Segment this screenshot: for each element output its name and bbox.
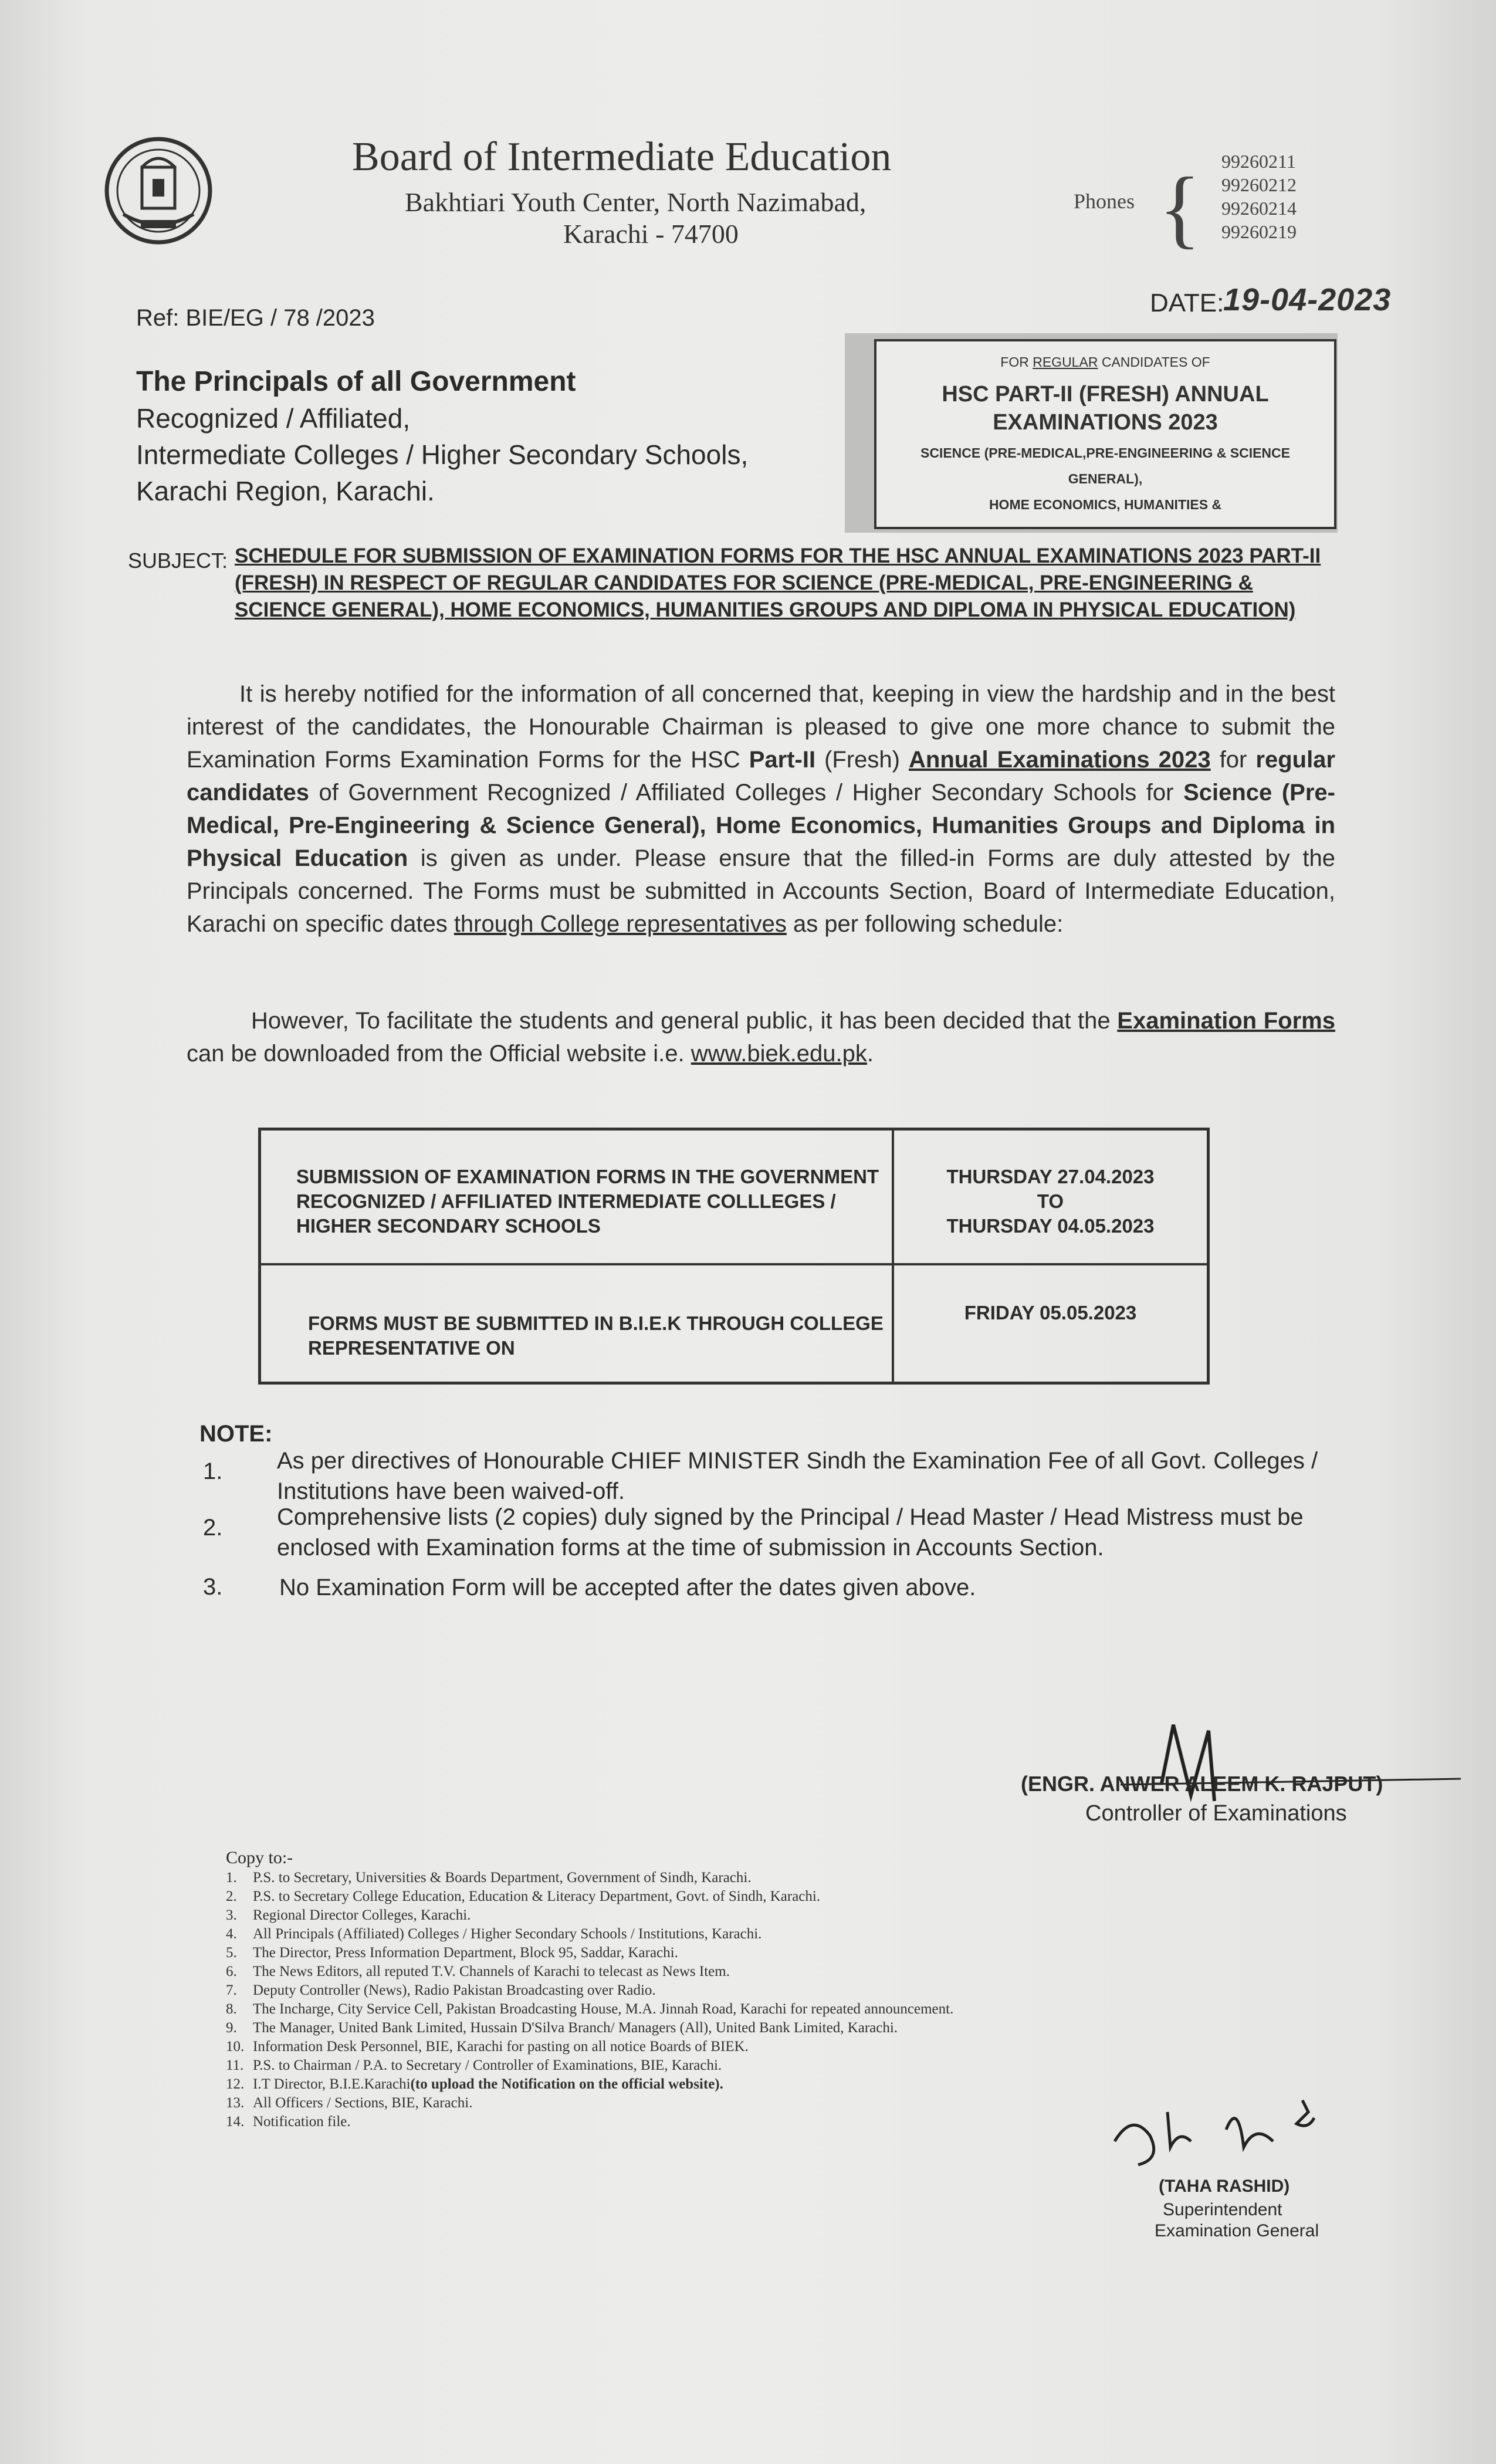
phone-numbers — [1221, 150, 1297, 243]
phone-number: 99260211 — [1221, 151, 1296, 172]
superintendent-department: Examination General — [1155, 2221, 1319, 2240]
list-item: 6. The News Editors, all reputed T.V. Channels of Karachi to telecast as News Item. — [226, 1964, 730, 1979]
candidates-stamp — [874, 339, 1336, 529]
brace-icon: { — [1159, 160, 1201, 257]
phones-label: Phones — [1074, 189, 1135, 213]
superintendent-name: (TAHA RASHID) — [1159, 2177, 1290, 2196]
note-number: 3. — [203, 1574, 223, 1600]
reference-number: Ref: BIE/EG / 78 /2023 — [136, 305, 375, 331]
board-title: Board of Intermediate Education — [352, 134, 892, 180]
addressee-line: Intermediate Colleges / Higher Secondary Schools, — [136, 439, 749, 470]
table-row — [260, 1129, 1209, 1264]
board-address-line1: Bakhtiari Youth Center, North Nazimabad, — [405, 187, 867, 217]
phone-number: 99260212 — [1221, 174, 1297, 195]
note-text: Comprehensive lists (2 copies) duly signed by the Principal / Head Master / Head Mistress must be enclosed with Examination forms at the time of submission in Accounts Section. — [277, 1504, 1304, 1561]
list-item: 8. The Incharge, City Service Cell, Pakistan Broadcasting House, M.A. Jinnah Road, Karachi for repeated announcement. — [226, 2001, 954, 2017]
list-item: 13. All Officers / Sections, BIE, Karachi. — [226, 2095, 473, 2111]
addressee-line: Karachi Region, Karachi. — [136, 476, 435, 506]
list-item: 7. Deputy Controller (News), Radio Pakistan Broadcasting over Radio. — [226, 1982, 656, 1998]
note-number: 2. — [203, 1515, 223, 1541]
addressee-block — [136, 364, 748, 509]
controller-name: (ENGR. ANWER ALEEM K. RAJPUT) — [1021, 1772, 1383, 1796]
list-item: 9. The Manager, United Bank Limited, Hussain D'Silva Branch/ Managers (All), United Bank Limited, Karachi. — [226, 2020, 898, 2036]
subject-label: SUBJECT: — [128, 549, 228, 573]
website-link[interactable]: www.biek.edu.pk — [691, 1041, 867, 1067]
note-text: No Examination Form will be accepted after the dates given above. — [279, 1575, 976, 1600]
list-item: 1. P.S. to Secretary, Universities & Boards Department, Government of Sindh, Karachi. — [226, 1870, 752, 1886]
superintendent-signature — [1097, 2077, 1367, 2177]
note-heading: NOTE: — [199, 1421, 273, 1447]
superintendent-title: Superintendent — [1163, 2200, 1282, 2219]
board-address-line2: Karachi - 74700 — [563, 219, 739, 249]
table-cell: SUBMISSION OF EXAMINATION FORMS IN THE GOVERNMENT RECOGNIZED / AFFILIATED INTERMEDIATE COLLLEGES / HIGHER SECONDARY SCHOOLS — [260, 1129, 893, 1264]
list-item: 3. Regional Director Colleges, Karachi. — [226, 1907, 471, 1923]
copy-to-list — [226, 1869, 953, 2131]
copy-to-heading: Copy to:- — [226, 1848, 293, 1867]
table-cell: FRIDAY 05.05.2023 — [893, 1264, 1209, 1383]
board-seal-icon — [100, 132, 217, 249]
list-item: 14. Notification file. — [226, 2114, 351, 2130]
date-value: 19-04-2023 — [1223, 282, 1392, 317]
list-item: 10. Information Desk Personnel, BIE, Karachi for pasting on all notice Boards of BIEK. — [226, 2039, 749, 2055]
list-item: 5. The Director, Press Information Department, Block 95, Saddar, Karachi. — [226, 1945, 678, 1961]
table-row — [260, 1264, 1209, 1383]
controller-title: Controller of Examinations — [1085, 1801, 1347, 1826]
table-cell: FORMS MUST BE SUBMITTED IN B.I.E.K THROUGH COLLEGE REPRESENTATIVE ON — [260, 1264, 893, 1383]
stamp-groups: SCIENCE (PRE-MEDICAL,PRE-ENGINEERING & SCIENCE GENERAL), HOME ECONOMICS, HUMANITIES & — [920, 445, 1290, 512]
list-item: 12. I.T Director, B.I.E.Karachi (to upload the Notification on the official website). — [226, 2076, 723, 2092]
body-paragraph: It is hereby notified for the information of all concerned that, keeping in view the hardship and in the best interest of the candidates, the Honourable Chairman is pleased to give one more chance to submit the Examination Forms Examination Forms for the HSC Part-II (Fresh) Annual Examinations 2023 for regular candidates of Government Recognized / Affiliated Colleges / Higher Secondary Schools for Science (Pre-Medical, Pre-Engineering & Science General), Home Economics, Humanities Groups and Diploma in Physical Education is given as under. Please ensure that the filled-in Forms are duly attested by the Principals concerned. The Forms must be submitted in Accounts Section, Board of Intermediate Education, Karachi on specific dates through College representatives as per following schedule: — [187, 681, 1335, 937]
list-item: 11. P.S. to Chairman / P.A. to Secretary / Controller of Examinations, BIE, Karachi. — [226, 2057, 722, 2073]
stamp-top-line: FOR REGULAR CANDIDATES OF — [1000, 354, 1210, 370]
body-paragraph: However, To facilitate the students and general public, it has been decided that the Examination Forms can be downloaded from the Official website i.e. www.biek.edu.pk. — [187, 1008, 1335, 1067]
list-item: 2. P.S. to Secretary College Education, Education & Literacy Department, Govt. of Sindh, Karachi. — [226, 1888, 821, 1904]
note-text: As per directives of Honourable CHIEF MINISTER Sindh the Examination Fee of all Govt. Colleges / Institutions have been waived-off. — [277, 1448, 1318, 1504]
note-number: 1. — [203, 1458, 223, 1484]
table-cell: THURSDAY 27.04.2023 TO THURSDAY 04.05.2023 — [893, 1129, 1209, 1264]
phone-number: 99260214 — [1221, 198, 1297, 219]
schedule-table — [258, 1128, 1210, 1385]
date-label: DATE: — [1150, 289, 1224, 317]
list-item: 4. All Principals (Affiliated) Colleges / Higher Secondary Schools / Institutions, Karachi. — [226, 1926, 762, 1942]
phone-number: 99260219 — [1221, 221, 1297, 242]
addressee-line: Recognized / Affiliated, — [136, 403, 411, 434]
stamp-title: HSC PART-II (FRESH) ANNUAL EXAMINATIONS 2023 — [942, 382, 1269, 435]
subject-text: SCHEDULE FOR SUBMISSION OF EXAMINATION FORMS FOR THE HSC ANNUAL EXAMINATIONS 2023 PART-II (FRESH) IN RESPECT OF REGULAR CANDIDATES FOR SCIENCE (PRE-MEDICAL, PRE-ENGINEERING & SCIENCE GENERAL), HOME ECONOMICS, HUMANITIES GROUPS AND DIPLOMA IN PHYSICAL EDUCATION) — [235, 544, 1321, 621]
addressee-heading: The Principals of all Government — [136, 366, 576, 397]
